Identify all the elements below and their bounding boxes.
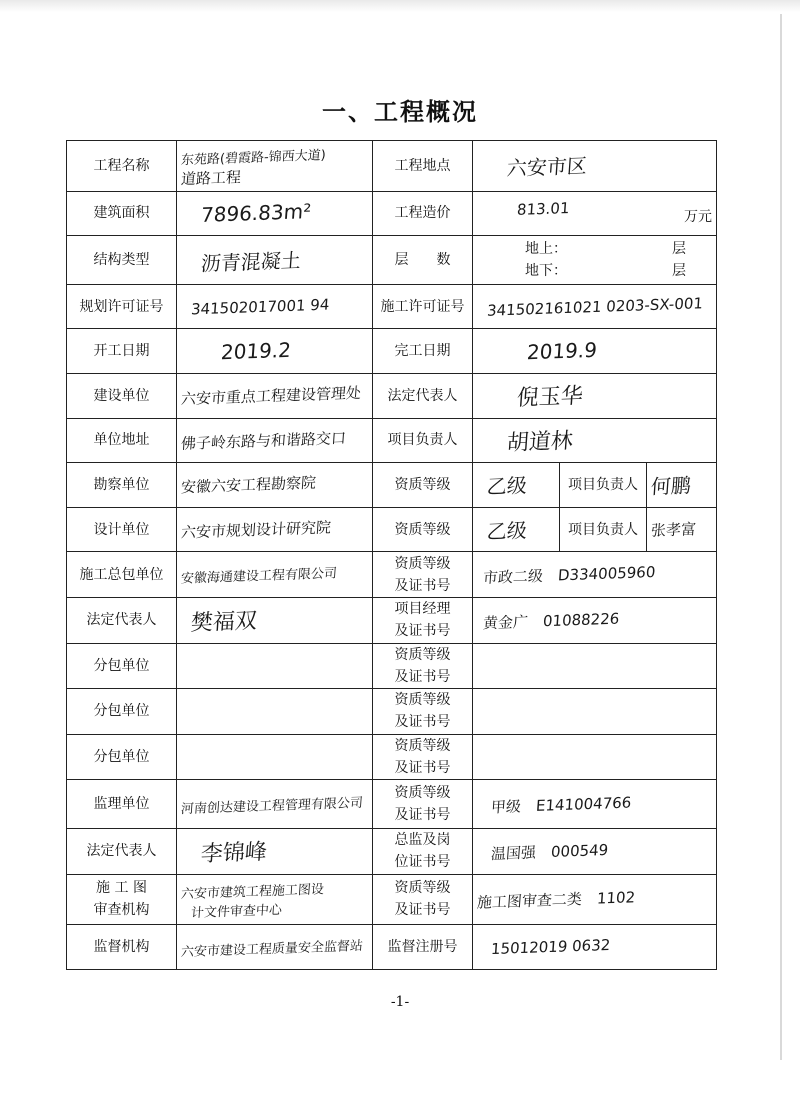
area-value [177,191,373,236]
table-row [67,284,717,329]
contractor-qual-text: 市政二级 D334005960 [482,563,656,588]
review-value-line2: 计文件审查中心 [190,903,283,922]
construction-permit-value [473,284,717,329]
owner-value [177,374,373,419]
review-label-line1: 施 工 图 [96,880,147,897]
survey-lead-label: 项目负责人 [560,463,647,508]
project-name-label: 工程名称 [67,141,177,192]
review-qual-label-line2: 及证书号 [394,902,451,919]
area-label: 建筑面积 [67,191,177,236]
pm-value [473,597,717,643]
design-qual-text: 乙级 [486,518,528,544]
table-row [67,643,717,689]
end-date-text: 2019.9 [526,337,598,365]
project-location-text: 六安市区 [506,153,588,181]
planning-permit-label: 规划许可证号 [67,284,177,329]
survey-qual-text: 乙级 [486,473,528,500]
sub2-value [177,689,373,735]
supervisor-qual-text: 甲级 E141004766 [490,793,632,817]
scan-edge-right [780,14,782,1060]
address-value [177,418,373,463]
page-title: 一、工程概况 [322,97,478,126]
contractor-label: 施工总包单位 [67,552,177,598]
sub1-qual-value [473,643,717,689]
start-date-value [177,329,373,374]
table-row [67,463,717,508]
floors-above-unit: 层 [672,241,687,258]
table-row [67,552,717,598]
design-qual-value [473,507,560,552]
project-lead-value [473,418,717,463]
pm-text: 黄金广 01088226 [482,609,620,633]
chief-supervisor-label-line2: 位证书号 [394,854,451,871]
design-label: 设计单位 [67,507,177,552]
design-qual-label: 资质等级 [373,507,473,552]
review-value-line1: 六安市建筑工程施工图设 [180,882,325,903]
end-date-label: 完工日期 [373,329,473,374]
cost-value [473,191,717,236]
page-number: -1- [390,994,410,1010]
chief-supervisor-label-line1: 总监及岗 [394,832,451,849]
review-qual-label-line1: 资质等级 [394,880,451,897]
supervisor-rep-text: 李锦峰 [200,839,268,867]
planning-permit-text: 341502017001 94 [190,295,330,319]
sub3-value [177,734,373,780]
review-label-line2: 审查机构 [93,902,150,919]
contractor-qual-label [373,552,473,598]
floors-below-line [477,260,712,282]
project-name-line1: 东苑路(碧霞路-锦西大道) [180,148,327,169]
table-row [67,507,717,552]
review-qual-text: 施工图审查二类 1102 [476,888,636,912]
sub2-qual-value [473,689,717,735]
design-value [177,507,373,552]
owner-text: 六安市重点工程建设管理处 [180,384,362,409]
table-row [67,734,717,780]
chief-supervisor-text: 温国强 000549 [490,840,609,863]
chief-supervisor-value [473,828,717,874]
table-row [67,374,717,419]
table-row [67,418,717,463]
table-row [67,597,717,643]
review-qual-label [373,874,473,925]
table-row [67,141,717,192]
floors-above-label: 地上： [525,241,567,258]
table-row [67,874,717,925]
survey-lead-text: 何鹏 [650,473,692,500]
project-name-line2: 道路工程 [180,167,242,189]
monitor-label: 监督机构 [67,925,177,970]
table-row [67,925,717,970]
contractor-rep-label: 法定代表人 [67,597,177,643]
review-label [67,874,177,925]
survey-value [177,463,373,508]
table-row [67,828,717,874]
sub1-qual-label [373,643,473,689]
survey-text: 安徽六安工程勘察院 [180,474,317,497]
sub3-label: 分包单位 [67,734,177,780]
sub2-qual-label-line2: 及证书号 [394,714,451,731]
design-lead-value [647,507,717,552]
design-lead-label: 项目负责人 [560,507,647,552]
area-text: 7896.83m² [200,199,313,228]
survey-label: 勘察单位 [67,463,177,508]
supervisor-qual-label-line1: 资质等级 [394,785,451,802]
project-name-value [177,141,373,192]
table-row [67,689,717,735]
start-date-text: 2019.2 [220,337,292,365]
sub1-qual-label-line1: 资质等级 [394,646,451,663]
sub2-qual-label-line1: 资质等级 [394,692,451,709]
supervisor-rep-value [177,828,373,874]
design-lead-text: 张孝富 [650,520,697,540]
pm-label-line2: 及证书号 [394,623,451,640]
floors-label: 层 数 [373,236,473,285]
structure-value [177,236,373,285]
project-location-value [473,141,717,192]
sub3-qual-label-line2: 及证书号 [394,760,451,777]
project-location-label: 工程地点 [373,141,473,192]
cost-unit: 万元 [684,209,713,226]
supervisor-qual-value [473,780,717,829]
table-row [67,780,717,829]
construction-permit-text: 341502161021 0203-SX-001 [486,293,704,320]
monitor-reg-value [473,925,717,970]
table-row [67,191,717,236]
floors-below-unit: 层 [672,263,687,280]
end-date-value [473,329,717,374]
sub2-label: 分包单位 [67,689,177,735]
contractor-qual-label-line2: 及证书号 [394,577,451,594]
supervisor-text: 河南创达建设工程管理有限公司 [180,795,364,817]
contractor-text: 安徽海通建设工程有限公司 [180,566,338,587]
sub1-value [177,643,373,689]
supervisor-label: 监理单位 [67,780,177,829]
table-row [67,236,717,285]
monitor-reg-text: 15012019 0632 [490,936,611,959]
owner-rep-label: 法定代表人 [373,374,473,419]
contractor-qual-label-line1: 资质等级 [394,555,451,572]
structure-label: 结构类型 [67,236,177,285]
construction-permit-label: 施工许可证号 [373,284,473,329]
floors-below-label: 地下： [525,263,567,280]
owner-rep-value [473,374,717,419]
owner-rep-text: 倪玉华 [516,384,584,412]
sub3-qual-value [473,734,717,780]
sub3-qual-label-line1: 资质等级 [394,738,451,755]
floors-value [473,236,717,285]
start-date-label: 开工日期 [67,329,177,374]
pm-label-line1: 项目经理 [394,601,451,618]
contractor-value [177,552,373,598]
structure-text: 沥青混凝土 [200,247,302,276]
address-text: 佛子岭东路与和谐路交口 [180,429,347,453]
survey-qual-value [473,463,560,508]
cost-label: 工程造价 [373,191,473,236]
sub3-qual-label [373,734,473,780]
contractor-rep-value [177,597,373,643]
supervisor-qual-label-line2: 及证书号 [394,807,451,824]
monitor-value [177,925,373,970]
owner-label: 建设单位 [67,374,177,419]
chief-supervisor-label [373,828,473,874]
supervisor-qual-label [373,780,473,829]
contractor-qual-value [473,552,717,598]
pm-label [373,597,473,643]
floors-above-line [477,238,712,260]
scan-edge [0,0,800,12]
planning-permit-value [177,284,373,329]
cost-text: 813.01 [516,199,571,220]
review-qual-value [473,874,717,925]
monitor-text: 六安市建设工程质量安全监督站 [180,938,364,960]
design-text: 六安市规划设计研究院 [180,518,332,542]
survey-qual-label: 资质等级 [373,463,473,508]
sub1-qual-label-line2: 及证书号 [394,668,451,685]
address-label: 单位地址 [67,418,177,463]
sub1-label: 分包单位 [67,643,177,689]
supervisor-value [177,780,373,829]
project-overview-table [66,140,717,970]
contractor-rep-text: 樊福双 [190,608,258,636]
survey-lead-value [647,463,717,508]
sub2-qual-label [373,689,473,735]
supervisor-rep-label: 法定代表人 [67,828,177,874]
project-lead-text: 胡道林 [506,428,574,457]
monitor-reg-label: 监督注册号 [373,925,473,970]
review-value [177,874,373,925]
table-row [67,329,717,374]
project-lead-label: 项目负责人 [373,418,473,463]
